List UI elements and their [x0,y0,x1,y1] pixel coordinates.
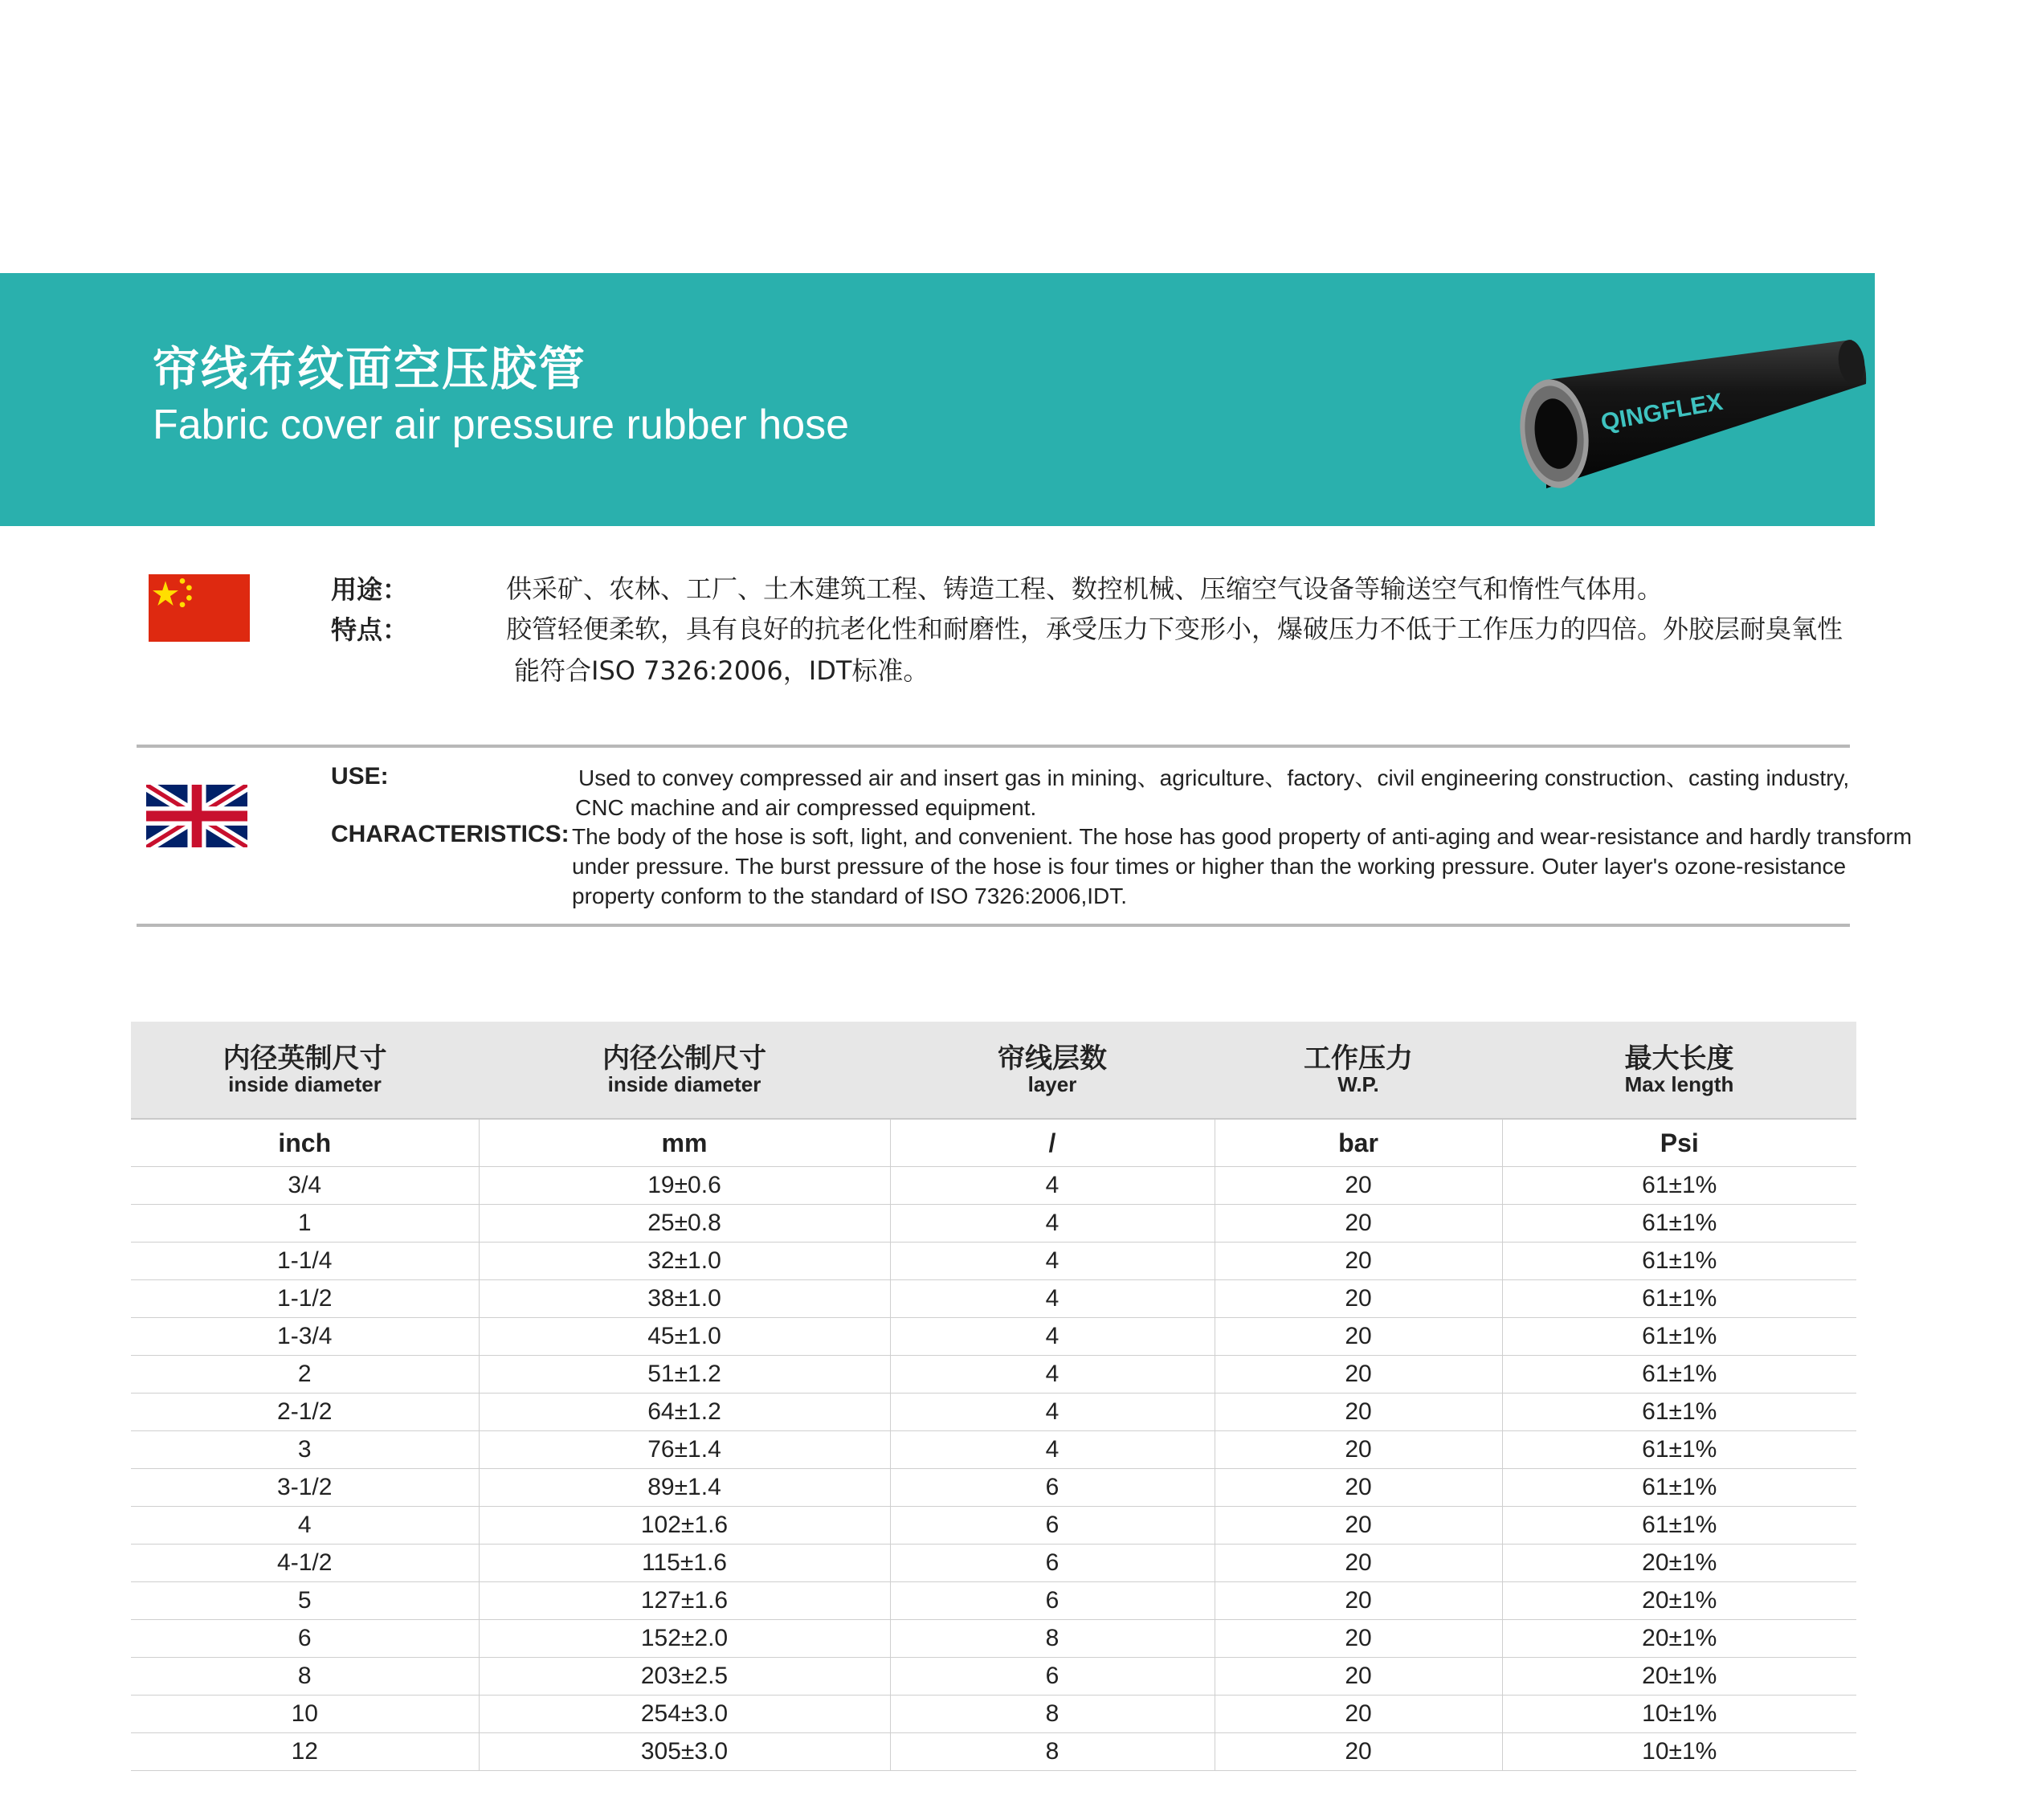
use-text-en-2: CNC machine and air compressed equipment. [575,795,1037,820]
table-cell: 20 [1215,1280,1502,1318]
table-cell: 8 [890,1620,1215,1658]
table-cell: 6 [890,1582,1215,1620]
table-cell: 4-1/2 [131,1545,479,1582]
table-cell: 51±1.2 [479,1356,890,1394]
table-row [131,1620,1856,1658]
table-cell: 4 [890,1243,1215,1280]
table-cell: 38±1.0 [479,1280,890,1318]
table-cell: 254±3.0 [479,1696,890,1733]
table-cell: 20 [1215,1394,1502,1431]
table-cell: 1 [131,1205,479,1243]
header-inch-size: 内径英制尺寸 inside diameter [131,1022,479,1119]
table-cell: 10±1% [1502,1733,1856,1771]
page-title-en: Fabric cover air pressure rubber hose [153,402,850,448]
table-row [131,1167,1856,1205]
table-row [131,1582,1856,1620]
characteristics-text-en-3: property conform to the standard of ISO 7326:2006,IDT. [572,883,1128,908]
table-cell: 1-1/2 [131,1280,479,1318]
table-cell: 20±1% [1502,1582,1856,1620]
page-title-cn: 帘线布纹面空压胶管 [153,341,587,396]
divider-bottom [137,924,1850,927]
table-cell: 20 [1215,1431,1502,1469]
table-cell: 61±1% [1502,1318,1856,1356]
use-label-cn: 用途： [331,575,409,604]
table-cell: 4 [890,1394,1215,1431]
table-cell: 20 [1215,1733,1502,1771]
uk-flag-icon [146,785,247,847]
table-cell: 127±1.6 [479,1582,890,1620]
table-cell: 4 [890,1356,1215,1394]
units-row [131,1119,1856,1167]
table-cell: 1-1/4 [131,1243,479,1280]
unit-cell: / [890,1119,1215,1167]
table-row [131,1545,1856,1582]
table-cell: 20 [1215,1167,1502,1205]
hose-product-image [1514,336,1872,496]
table-cell: 152±2.0 [479,1620,890,1658]
table-row [131,1318,1856,1356]
table-cell: 8 [890,1733,1215,1771]
table-cell: 61±1% [1502,1167,1856,1205]
table-cell: 20 [1215,1696,1502,1733]
spec-table [131,1022,1856,1771]
table-row [131,1431,1856,1469]
table-row [131,1658,1856,1696]
table-cell: 8 [890,1696,1215,1733]
table-cell: 10±1% [1502,1696,1856,1733]
table-cell: 4 [890,1318,1215,1356]
table-row [131,1205,1856,1243]
unit-cell: mm [479,1119,890,1167]
table-cell: 20 [1215,1658,1502,1696]
divider-top [137,745,1850,748]
table-cell: 61±1% [1502,1280,1856,1318]
table-row [131,1280,1856,1318]
table-row [131,1356,1856,1394]
characteristics-text-en-2: under pressure. The burst pressure of the hose is four times or higher than the working pressure. Outer layer's ozone-resistance [572,854,1847,879]
table-cell: 305±3.0 [479,1733,890,1771]
header-working-pressure: 工作压力 W.P. [1215,1022,1502,1119]
table-cell: 20±1% [1502,1620,1856,1658]
table-cell: 102±1.6 [479,1507,890,1545]
table-header-row [131,1022,1856,1119]
table-cell: 6 [890,1469,1215,1507]
table-cell: 5 [131,1582,479,1620]
table-cell: 64±1.2 [479,1394,890,1431]
table-cell: 76±1.4 [479,1431,890,1469]
china-flag-icon [149,574,250,642]
use-label-en: USE: [331,763,389,790]
table-cell: 32±1.0 [479,1243,890,1280]
table-cell: 19±0.6 [479,1167,890,1205]
table-cell: 10 [131,1696,479,1733]
table-cell: 115±1.6 [479,1545,890,1582]
table-cell: 61±1% [1502,1469,1856,1507]
table-cell: 20±1% [1502,1545,1856,1582]
table-cell: 1-3/4 [131,1318,479,1356]
table-row [131,1469,1856,1507]
table-cell: 4 [890,1205,1215,1243]
table-cell: 20 [1215,1507,1502,1545]
table-cell: 8 [131,1658,479,1696]
unit-cell: inch [131,1119,479,1167]
characteristics-label-cn: 特点： [331,615,409,644]
table-row [131,1696,1856,1733]
table-cell: 6 [890,1658,1215,1696]
unit-cell: Psi [1502,1119,1856,1167]
table-cell: 20±1% [1502,1658,1856,1696]
table-row [131,1394,1856,1431]
header-layer: 帘线层数 layer [890,1022,1215,1119]
header-max-length: 最大长度 Max length [1502,1022,1856,1119]
table-cell: 20 [1215,1545,1502,1582]
table-cell: 3/4 [131,1167,479,1205]
table-cell: 61±1% [1502,1394,1856,1431]
table-cell: 6 [131,1620,479,1658]
table-cell: 6 [890,1507,1215,1545]
table-cell: 20 [1215,1243,1502,1280]
table-cell: 20 [1215,1356,1502,1394]
characteristics-text-cn-1: 胶管轻便柔软，具有良好的抗老化性和耐磨性，承受压力下变形小，爆破压力不低于工作压力的四倍。外胶层耐臭氧性 [506,614,1843,644]
table-cell: 3 [131,1431,479,1469]
characteristics-text-cn-2: 能符合ISO 7326:2006，IDT标准。 [514,655,929,686]
use-text-cn: 供采矿、农林、工厂、土木建筑工程、铸造工程、数控机械、压缩空气设备等输送空气和惰性气体用。 [506,573,1664,604]
use-text-en-1: Used to convey compressed air and insert gas in mining、agriculture、factory、civil engineering construction、casting industry, [578,765,1850,790]
table-cell: 4 [890,1431,1215,1469]
table-cell: 12 [131,1733,479,1771]
table-row [131,1733,1856,1771]
table-cell: 61±1% [1502,1243,1856,1280]
characteristics-label-en: CHARACTERISTICS: [331,821,570,847]
table-cell: 6 [890,1545,1215,1582]
table-cell: 89±1.4 [479,1469,890,1507]
table-row [131,1507,1856,1545]
hose-brand-text: QINGFLEX [1598,388,1725,436]
table-cell: 4 [890,1280,1215,1318]
table-cell: 25±0.8 [479,1205,890,1243]
table-cell: 61±1% [1502,1431,1856,1469]
unit-cell: bar [1215,1119,1502,1167]
characteristics-text-en-1: The body of the hose is soft, light, and convenient. The hose has good property of anti-aging and wear-resistance and hardly transform [572,824,1913,849]
table-cell: 20 [1215,1582,1502,1620]
table-cell: 4 [131,1507,479,1545]
table-cell: 20 [1215,1469,1502,1507]
table-cell: 203±2.5 [479,1658,890,1696]
table-cell: 20 [1215,1318,1502,1356]
table-cell: 20 [1215,1205,1502,1243]
table-row [131,1243,1856,1280]
table-cell: 3-1/2 [131,1469,479,1507]
table-cell: 61±1% [1502,1205,1856,1243]
table-cell: 61±1% [1502,1356,1856,1394]
table-cell: 4 [890,1167,1215,1205]
table-cell: 2 [131,1356,479,1394]
table-cell: 20 [1215,1620,1502,1658]
table-cell: 2-1/2 [131,1394,479,1431]
table-cell: 45±1.0 [479,1318,890,1356]
table-cell: 61±1% [1502,1507,1856,1545]
header-metric-size: 内径公制尺寸 inside diameter [479,1022,890,1119]
